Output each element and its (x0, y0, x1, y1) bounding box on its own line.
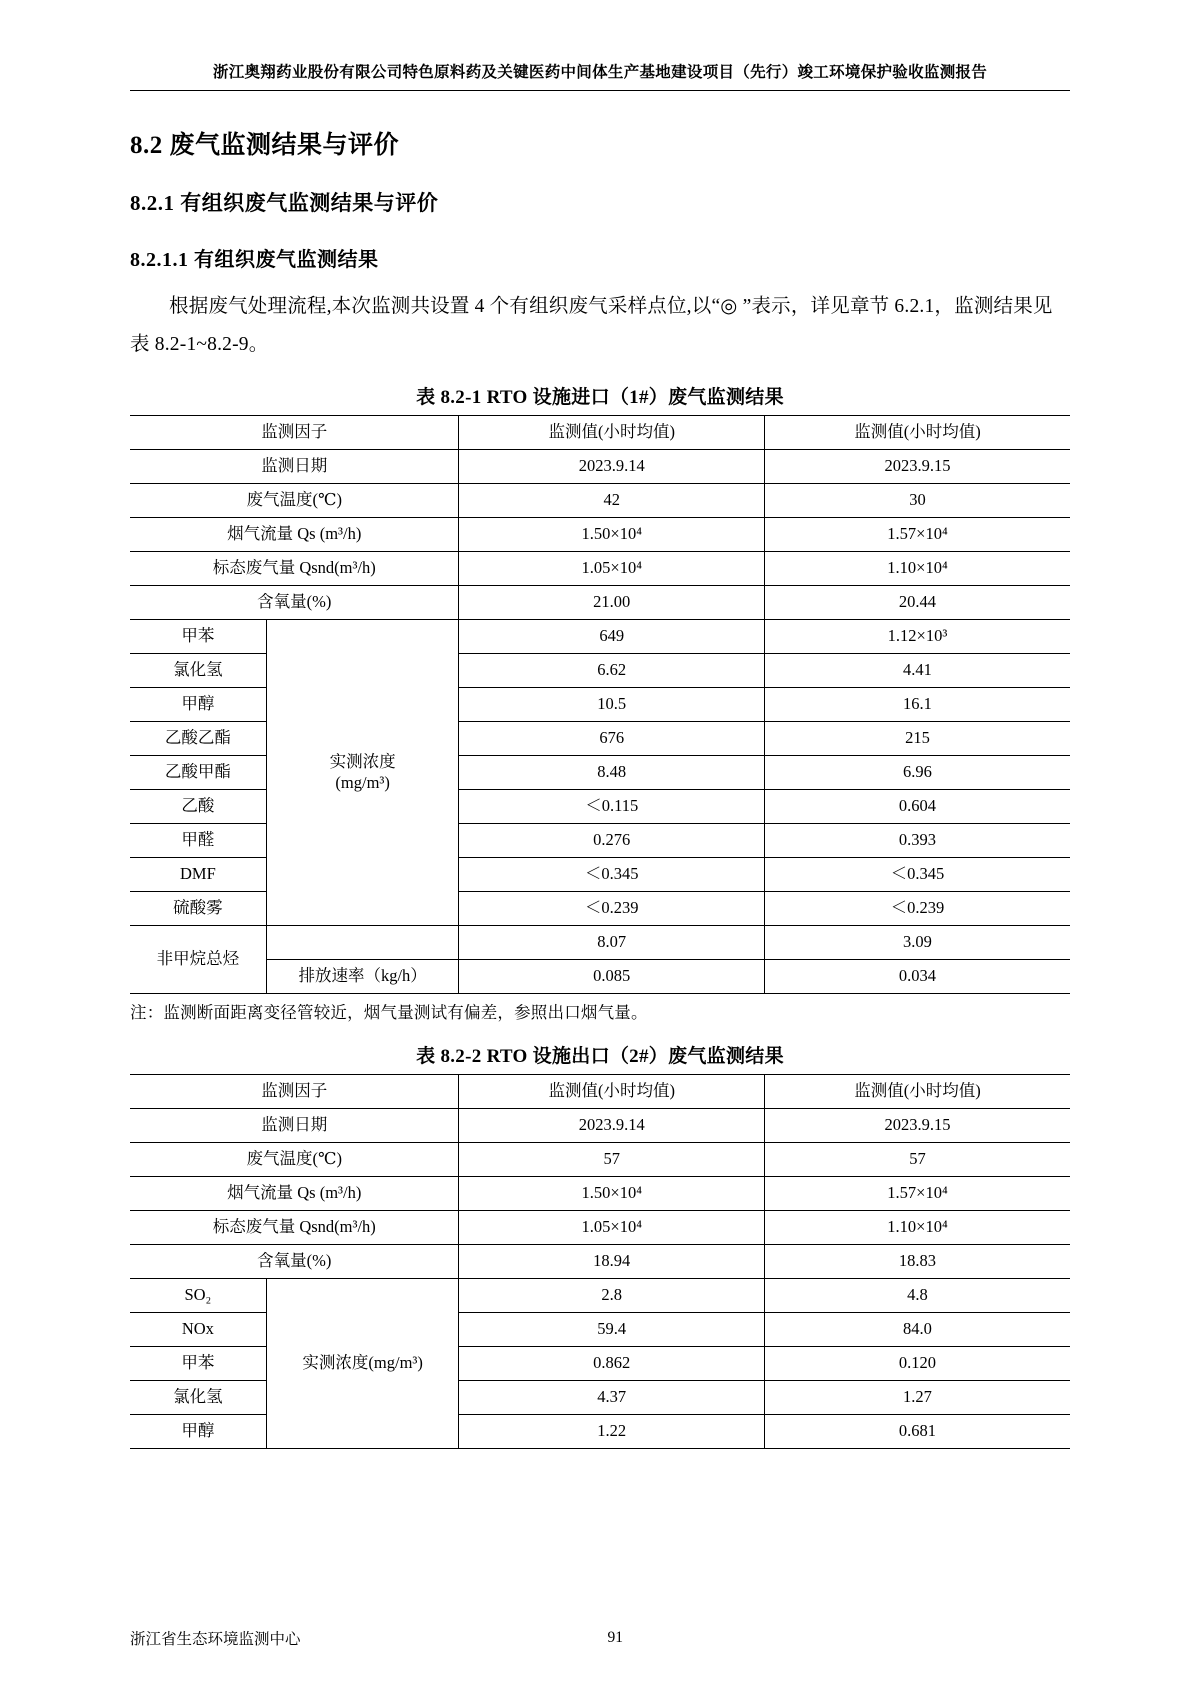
table-cell-value: 2023.9.14 (459, 1109, 765, 1143)
table-row (130, 1075, 1070, 1109)
table-cell-label: 氯化氢 (130, 1381, 266, 1415)
table-row (130, 1211, 1070, 1245)
table-cell-label: 甲醇 (130, 688, 266, 722)
table-cell-value: 10.5 (459, 688, 765, 722)
table-cell-value: 18.83 (764, 1245, 1070, 1279)
table-cell-value: 649 (459, 620, 765, 654)
table-cell-label: 乙酸甲酯 (130, 756, 266, 790)
table-header-cell: 监测值(小时均值) (459, 416, 765, 450)
table-2-title: 表 8.2-2 RTO 设施出口（2#）废气监测结果 (416, 1046, 784, 1068)
table-cell-label: SO₂ (130, 1279, 266, 1313)
table-row (130, 1177, 1070, 1211)
table-cell-label: 乙酸乙酯 (130, 722, 266, 756)
table-cell-value: 1.12×10³ (764, 620, 1070, 654)
table-cell-value: 6.96 (764, 756, 1070, 790)
table-cell-value: ＜0.345 (459, 858, 765, 892)
table-cell-value: 0.120 (764, 1347, 1070, 1381)
table-header-cell: 监测因子 (130, 1075, 459, 1109)
table-cell-label: 标态废气量 Qsnd(m³/h) (130, 1211, 459, 1245)
section-heading-8-2-1: 8.2.1 有组织废气监测结果与评价 (130, 191, 439, 215)
table-cell-value: 84.0 (764, 1313, 1070, 1347)
table-cell-value: 0.034 (764, 960, 1070, 994)
section-heading-8-2-1-1: 8.2.1.1 有组织废气监测结果 (130, 249, 379, 271)
table-cell-value: 0.681 (764, 1415, 1070, 1449)
table-cell-value: 2023.9.15 (764, 450, 1070, 484)
table-row (130, 1143, 1070, 1177)
table-row (130, 484, 1070, 518)
table-cell-label: DMF (130, 858, 266, 892)
group-label-line1: 实测浓度 (329, 751, 396, 771)
table-cell-empty (266, 926, 459, 960)
table-header-cell: 监测值(小时均值) (459, 1075, 765, 1109)
table-rto-inlet (130, 415, 1070, 994)
table-cell-value: 21.00 (459, 586, 765, 620)
table-cell-value: 20.44 (764, 586, 1070, 620)
table-cell-value: 1.10×10⁴ (764, 1211, 1070, 1245)
table-cell-label: 甲醇 (130, 1415, 266, 1449)
table-cell-label: 烟气流量 Qs (m³/h) (130, 518, 459, 552)
table-cell-value: ＜0.239 (764, 892, 1070, 926)
table-cell-value: ＜0.345 (764, 858, 1070, 892)
table-cell-value: 42 (459, 484, 765, 518)
table-header-cell: 监测值(小时均值) (764, 416, 1070, 450)
table-cell-label: 烟气流量 Qs (m³/h) (130, 1177, 459, 1211)
page-header: 浙江奥翔药业股份有限公司特色原料药及关键医药中间体生产基地建设项目（先行）竣工环境保护验收监测报告 (130, 60, 1070, 91)
table-cell-label: 甲醛 (130, 824, 266, 858)
table-cell-label: 排放速率（kg/h） (266, 960, 459, 994)
table-cell-label: 乙酸 (130, 790, 266, 824)
page-footer (130, 1627, 1070, 1649)
table-cell-value: 1.50×10⁴ (459, 518, 765, 552)
table-cell-value: 2023.9.15 (764, 1109, 1070, 1143)
table-row (130, 1109, 1070, 1143)
table-cell-value: 676 (459, 722, 765, 756)
table-cell-value: 1.05×10⁴ (459, 552, 765, 586)
table-cell-value: 59.4 (459, 1313, 765, 1347)
table-cell-value: 3.09 (764, 926, 1070, 960)
table-row (130, 926, 1070, 960)
table-cell-value: 1.57×10⁴ (764, 1177, 1070, 1211)
table-cell-value: 1.50×10⁴ (459, 1177, 765, 1211)
table-cell-value: 2.8 (459, 1279, 765, 1313)
table-cell-value: 4.41 (764, 654, 1070, 688)
table-cell-label: 含氧量(%) (130, 586, 459, 620)
table-header-cell: 监测值(小时均值) (764, 1075, 1070, 1109)
table-cell-value: 8.07 (459, 926, 765, 960)
table-row (130, 620, 1070, 654)
footer-page-number: 91 (607, 1629, 623, 1646)
table-cell-label: 含氧量(%) (130, 1245, 459, 1279)
table-cell-label: 监测日期 (130, 450, 459, 484)
table-cell-value: 1.05×10⁴ (459, 1211, 765, 1245)
table-row (130, 416, 1070, 450)
table-row (130, 586, 1070, 620)
table-cell-value: 0.604 (764, 790, 1070, 824)
section-heading-8-2: 8.2 废气监测结果与评价 (130, 132, 400, 159)
footer-organization: 浙江省生态环境监测中心 (130, 1631, 301, 1648)
table-cell-label: 氯化氢 (130, 654, 266, 688)
table-cell-value: ＜0.115 (459, 790, 765, 824)
table-cell-value: 1.57×10⁴ (764, 518, 1070, 552)
table-cell-group-label: 实测浓度(mg/m³) (266, 1279, 459, 1449)
table-cell-value: 57 (764, 1143, 1070, 1177)
table-header-cell: 监测因子 (130, 416, 459, 450)
table-cell-value: 8.48 (459, 756, 765, 790)
table-cell-value: 2023.9.14 (459, 450, 765, 484)
table-cell-value: 4.8 (764, 1279, 1070, 1313)
table-row (130, 1245, 1070, 1279)
table-cell-label: 废气温度(℃) (130, 484, 459, 518)
table-row (130, 960, 1070, 994)
table-cell-label: NOx (130, 1313, 266, 1347)
table-1-note: 注：监测断面距离变径管较近，烟气量测试有偏差，参照出口烟气量。 (130, 1003, 648, 1023)
table-cell-label: 标态废气量 Qsnd(m³/h) (130, 552, 459, 586)
table-cell-label: 非甲烷总烃 (130, 926, 266, 994)
table-cell-value: 16.1 (764, 688, 1070, 722)
table-cell-value: 57 (459, 1143, 765, 1177)
table-cell-value: 1.10×10⁴ (764, 552, 1070, 586)
body-paragraph: 根据废气处理流程,本次监测共设置 4 个有组织废气采样点位,以“◎ ”表示，详见章节 6.2.1，监测结果见表 8.2-1~8.2-9。 (130, 296, 1053, 356)
table-row (130, 552, 1070, 586)
table-row (130, 518, 1070, 552)
table-cell-value: ＜0.239 (459, 892, 765, 926)
table-cell-value: 30 (764, 484, 1070, 518)
table-cell-value: 0.862 (459, 1347, 765, 1381)
table-cell-label: 硫酸雾 (130, 892, 266, 926)
table-row (130, 450, 1070, 484)
table-cell-value: 4.37 (459, 1381, 765, 1415)
table-cell-value: 1.22 (459, 1415, 765, 1449)
table-cell-value: 6.62 (459, 654, 765, 688)
table-cell-label: 监测日期 (130, 1109, 459, 1143)
table-cell-value: 0.085 (459, 960, 765, 994)
table-rto-outlet (130, 1074, 1070, 1449)
table-1-title: 表 8.2-1 RTO 设施进口（1#）废气监测结果 (416, 387, 784, 409)
table-cell-label: 甲苯 (130, 1347, 266, 1381)
table-cell-value: 215 (764, 722, 1070, 756)
table-cell-value: 1.27 (764, 1381, 1070, 1415)
group-label-line2: (mg/m³) (335, 772, 390, 792)
table-cell-value: 18.94 (459, 1245, 765, 1279)
table-cell-label: 甲苯 (130, 620, 266, 654)
table-cell-value: 0.276 (459, 824, 765, 858)
table-row (130, 1279, 1070, 1313)
table-cell-label: 废气温度(℃) (130, 1143, 459, 1177)
table-cell-value: 0.393 (764, 824, 1070, 858)
table-cell-group-label (266, 620, 459, 926)
